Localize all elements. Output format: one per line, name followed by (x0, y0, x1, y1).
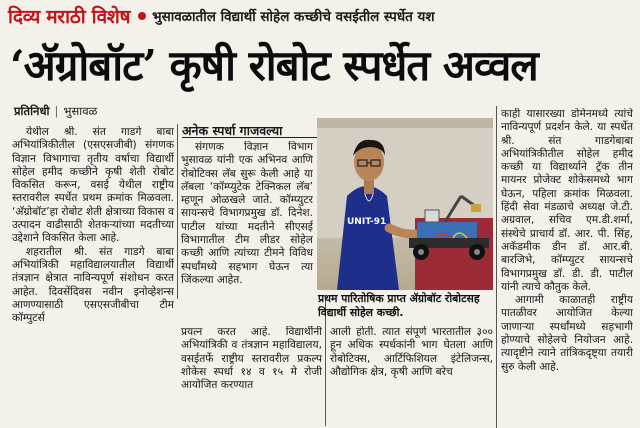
shirt-print: UNIT-91 (347, 217, 387, 227)
article-column-2-top (181, 141, 313, 291)
article-column-3 (330, 326, 493, 426)
article-column-2-bottom (181, 326, 322, 426)
article-paragraph: संगणक विज्ञान विभाग भुसावळ यांनी एक अभिनव आणि रोबोटिक्स लॅब सुरू केली आहे या लॅबला ‘कॉम्प्युटेक टेक्निकल लॅब’ म्हणून ओळखले जाते. कॉम्प्युटर सायन्सचे विभागप्रमुख डॉ. दिनेश. पाटील यांच्या मदतीने सीएसई विभागातील टीम लीडर सोहेल कच्छी आणि त्यांच्या टीमने विविध स्पर्धांमध्ये सहभाग घेऊन त्या जिंकल्या आहेत. (181, 141, 313, 286)
article-column-1 (12, 126, 174, 426)
article-column-4 (501, 108, 633, 426)
byline-label: प्रतिनिधी (14, 104, 50, 118)
section-subhead: अनेक स्पर्धा गाजवल्या (182, 122, 322, 138)
student-robot-photo (317, 118, 493, 290)
student-with-robot-image (317, 118, 493, 290)
headline: ‘अ‍ॅग्रोबॉट’ कृषी रोबोट स्पर्धेत अव्वल (10, 41, 538, 90)
bullet-icon (138, 12, 146, 20)
byline-place: भुसावळ (63, 104, 98, 118)
article-paragraph: आली होती. त्यात संपूर्ण भारतातील ३०० हून अधिक स्पर्धकांनी भाग घेतला आणि रोबोटिक्स, आर्टिफिशियल इंटेलिजन्स, औद्योगिक क्षेत्र, कृषी आणि बरेच (330, 326, 493, 378)
kicker-text: भुसावळातील विद्यार्थी सोहेल कच्छीचे वसईतील स्पर्धेत यश (152, 9, 435, 25)
byline (14, 104, 97, 119)
article-paragraph: शहरातील श्री. संत गाडगे बाबा अभियांत्रिकी महाविद्यालयातील विद्यार्थी तंत्रज्ञान क्षेत्रात नाविन्यपूर्ण संशोधन करत आहेत. दिवसेंदिवस नवीन इनोव्हेशन्स आणण्यासाठी एसएसजीबीचा टीम कॉम्पुटर्स (12, 245, 174, 325)
article-paragraph: आगामी काळातही राष्ट्रीय पातळीवर आयोजित केल्या जाणाऱ्या स्पर्धांमध्ये सहभागी होण्याचे सोहेलचे नियोजन आहे. त्यादृष्टीने त्याने तांत्रिकदृष्ट्या तयारी सुरु केली आहे. (501, 294, 633, 373)
photo-caption: प्रथम पारितोषिक प्राप्त ॲग्रोबॉट रोबोटसह विद्यार्थी सोहेल कच्छी. (318, 292, 480, 319)
byline-separator: | (54, 104, 59, 118)
kicker-brand: दिव्य मराठी विशेष (8, 6, 131, 28)
kicker-bar (8, 3, 634, 29)
column-rule (496, 106, 497, 428)
article-paragraph: काही यासारख्या डोमेनमध्ये त्यांचे नाविन्यपूर्ण प्रदर्शन केले. या स्पर्धेत श्री. संत गाडगेबाबा अभियांत्रिकीतील सोहेल हमीद कच्छी या विद्यार्थ्याने ट्रॅक तीन मायनर प्रोजेक्ट शोकेसमध्ये भाग घेऊन, पहिला क्रमांक मिळवला. हिंदी सेवा मंडळाचे अध्यक्ष जे.टी. अग्रवाल, सचिव एम.डी.शर्मा, संस्थेचे प्राचार्य डॉ. आर. पी. सिंह, अकॅडमीक डीन डॉ. आर.बी. बारजिभे, कॉम्प्युटर सायन्सचे विभागप्रमुख डॉ. डी. डी. पाटील यांनी त्याचे कौतुक केले. (501, 108, 633, 293)
article-paragraph: येथील श्री. संत गाडगे बाबा अभियांत्रिकीतील (एसएसजीबी) संगणक विज्ञान विभागाचा तृतीय वर्षाचा विद्यार्थी सोहेल हमीद कच्छीने कृषी शेती रोबोट विकसित करून, वसई येथील राष्ट्रीय स्तरावरील स्पर्धेत प्रथम क्रमांक मिळवला. ‘अ‍ॅग्रोबॉट’हा रोबोट शेती क्षेत्राच्या विकास व उत्पादन वाढीसाठी शेतकऱ्यांच्या मदतीच्या उद्देशाने विकसित केला आहे. (12, 126, 174, 245)
article-paragraph: प्रयत्न करत आहे. विद्यार्थीनी अभियांत्रिकी व तंत्रज्ञान महाविद्यालय, वसईतर्फे राष्ट्रीय स्तरावरील प्रकल्प शोकेस स्पर्धा १४ व १५ मे रोजी आयोजित करण्यात (181, 326, 322, 392)
column-rule (177, 124, 178, 299)
